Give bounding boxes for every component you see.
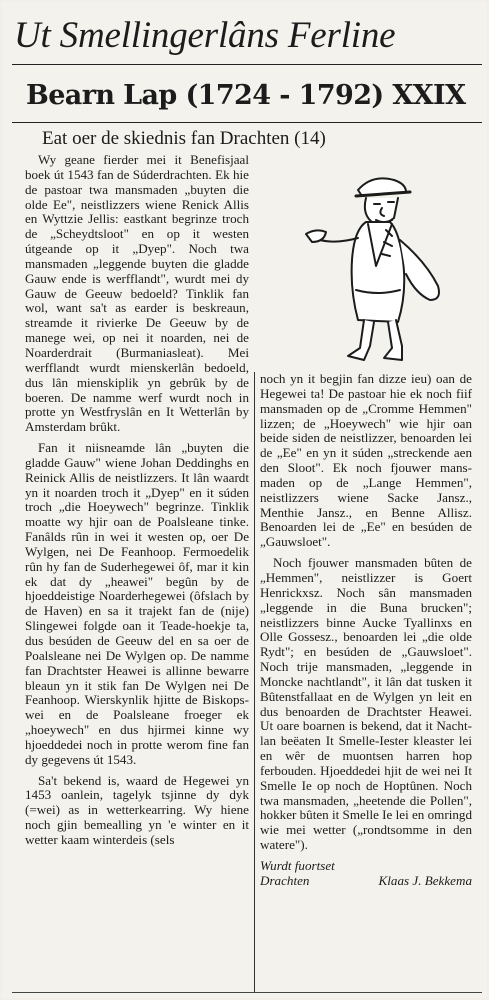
newspaper-clipping: [2, 2, 487, 998]
column-divider: [254, 372, 255, 992]
article-title: Bearn Lap (1724 - 1792) XXIX: [26, 80, 466, 111]
right-column: [260, 372, 472, 889]
left-column: [25, 153, 249, 854]
series-title: Ut Smellingerlâns Ferline: [14, 15, 396, 56]
signature: [260, 859, 472, 889]
walking-man-illustration-icon: [302, 170, 450, 370]
section-heading: Eat oer de skiednis fan Drachten (14): [42, 128, 326, 149]
title-rule: [12, 64, 482, 65]
signature-place: Drachten: [260, 872, 310, 888]
paragraph: noch yn it begjin fan dizze ieu) oan de Hegewei ta! De pastoar hie ek noch fiif mansmaden op de „Cromme Hemmen" lizzen; de „Hoeywech" wie hjir oan beide siden de neistlizzer, benoarden lei de „Ee" en yn it súden „streckende aen den Sloot". Ek noch fjouwer mansmaden op de „Lange Hemmen", neistlizzers wiene Sacke Jansz., Menthie Jansz., en Benne Allisz. Benoarden lei de „Ee" en besúden de „Gauwsloet".: [260, 371, 472, 550]
paragraph: Wy geane fierder mei it Benefisjaal boek út 1543 fan de Súderdrachten. Ek hie de pastoar twa mansmaden „buyten die olde Ee", neistlizzers wiene Renick Allis en Wyttzie Jellis: eastkant begrinze troch de „Scheydtsloot" en op it westen útgeande op it „Dyep". Noch twa mansmaden „leggende buyten die gladde Gauw ende is werfflandt", wurdt mei dy Gauw de Geeuw bedoeld? Tinklik fan wol, want sa't as earder is beskreaun, streamde it rivierke De Geeuw by de manege wei, op nei it noarden, nei de Noarderdrait (Burmaniasleat). Mei werfflandt wurdt mienskerlân bedoeld, dus lân mienskiplik yn gebrûk by de boeren. De namme werf wurdt noch in protte yn Westfryslân en It Wetterlân by Amsterdam brûkt.: [25, 152, 249, 435]
subtitle-rule: [12, 122, 482, 123]
paragraph: Fan it niisneamde lân „buyten die gladde Gauw" wiene Johan Deddinghs en Reinick Allis de neistlizzers. It lân waardt yn it noarden troch it „Dyep" en it súden troch „die Hoeywech" begrinze. Tinklik moatte wy hjir oan de Poalsleane tinke. Fanâlds rûn in wei it westen op, oer De Wylgen, nei De Feanhoop. Fermoedelik rûn hy fan de Suderhegewei ôf, mar it kin ek dat dy „heawei" begûn by de hjoeddeistige Noarderhegewei (ôfslach by de Haven) en sa it trajekt fan de (nije) Slingewei folgde oan it Teade-hoekje ta, dus besúden de Geeuw del en sa oer de Poalsleane nei De Wylgen op. De namme fan Drachtster Heawei is allinne bewarre bleaun yn it stik fan De Wylgen nei De Feanhoop. Wierskynlik hjitte de Biskopswei en de Poalsleane froeger ek „hoeywech" en dus hjirmei kinne wy hjoeddedei noch in protte werom fine fan dy gegevens út 1543.: [25, 440, 249, 767]
paragraph: Noch fjouwer mansmaden bûten de „Hemmen", neistlizzer is Goert Henrickxsz. Noch sân mansmaden „leggende in die Buna brucken"; neistlizzers binne Aucke Tyallinxs en Olle Gossesz., benoarden lei „die olde Rydt"; en besúden de „Gauwsloet". Noch trije mansmaden, „leggende in Moncke nachtlandt", it lân dat tusken it Bûtenstfallaat en de Wylgen yn leit en dus benoarden de Drachtster Heawei. Ut oare boarnen is bekend, dat it Nachtlan beëaten It Smelle-Iester kleaster lei en wêr de muontsen harren hop ferbouden. Hjoeddedei hjit de wei nei It Smelle Ie op noch de Hoptûnen. Noch twa mansmaden, „heetende die Pollen", hokker bûten it Smelle Ie lei en omringd wie mei wetter („rondtsomme in den watere").: [260, 555, 472, 853]
continued-note: Wurdt fuortset: [260, 858, 335, 873]
bottom-rule: [12, 992, 482, 993]
paragraph: Sa't bekend is, waard de Hegewei yn 1453 oanlein, tagelyk tsjinne dy dyk (=wei) as in wetterkearring. Wy hiene noch gjin bemealling yn 'e winter en it wetter kaam winterdeis (sels: [25, 772, 249, 847]
signature-author: Klaas J. Bekkema: [378, 872, 472, 888]
